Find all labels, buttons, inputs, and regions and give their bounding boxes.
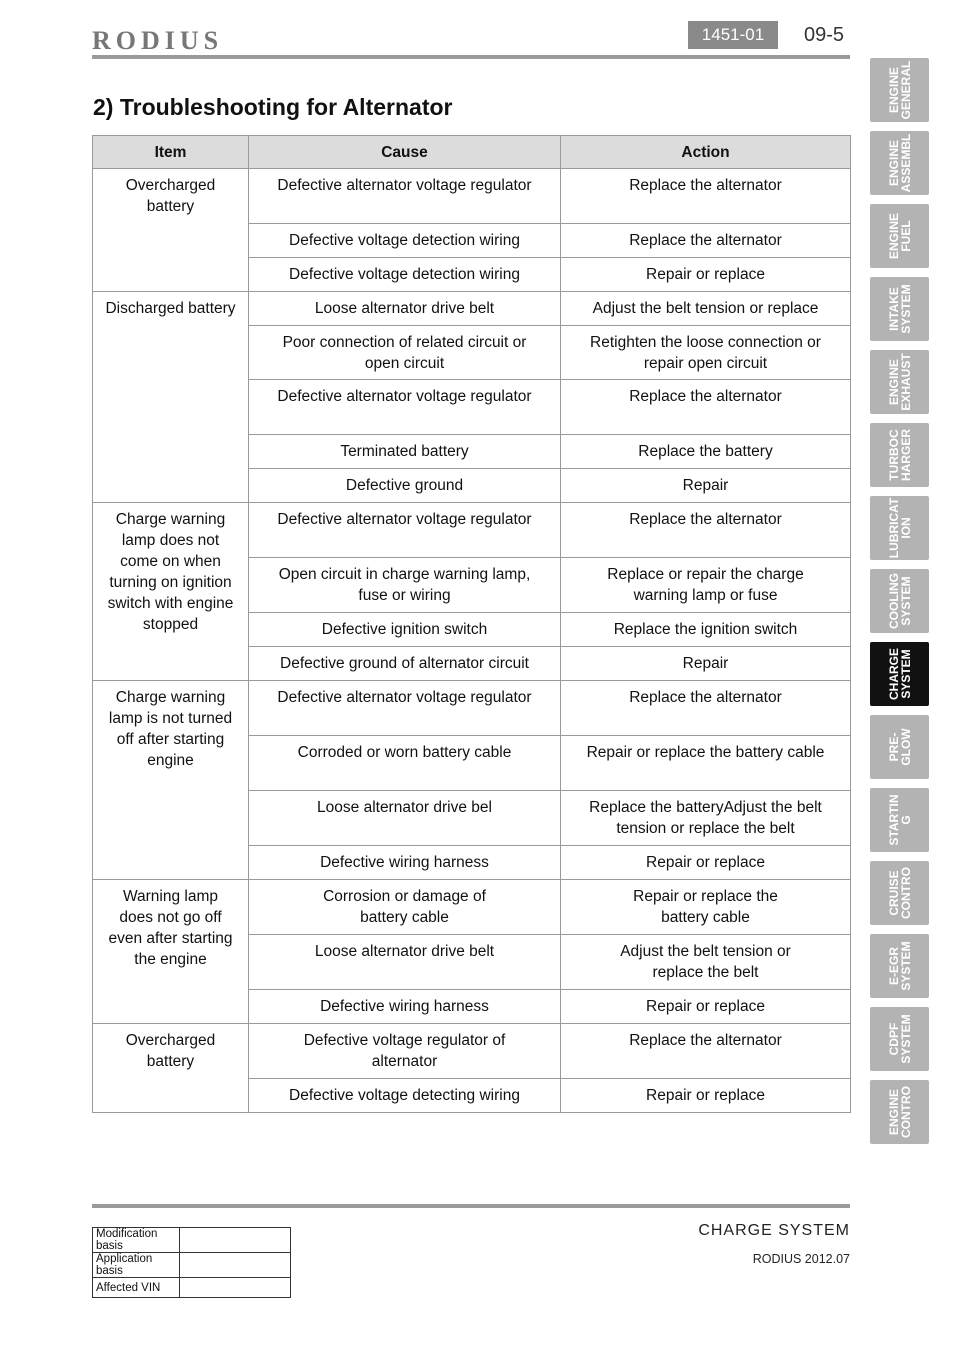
action-cell: Replace the alternator — [561, 681, 851, 736]
action-cell: Adjust the belt tension or replace — [561, 292, 851, 326]
cause-cell: Defective ground of alternator circuit — [249, 647, 561, 681]
page-title: 2) Troubleshooting for Alternator — [93, 94, 453, 120]
table-row — [93, 681, 851, 736]
cause-cell: Defective wiring harness — [249, 846, 561, 880]
cause-cell: Defective voltage detection wiring — [249, 224, 561, 258]
mod-label: Application basis — [93, 1253, 180, 1278]
side-tab[interactable] — [870, 569, 929, 633]
side-tab[interactable] — [870, 715, 929, 779]
side-tab-label: TURBOC HARGER — [886, 428, 913, 482]
table-row — [93, 1024, 851, 1079]
cause-cell: Defective voltage detection wiring — [249, 258, 561, 292]
section-code: 1451-01 — [688, 21, 778, 49]
side-tab-label: ENGINE GENERAL — [886, 60, 913, 120]
cause-cell: Loose alternator drive belt — [249, 935, 561, 990]
mod-label: Affected VIN — [93, 1278, 180, 1298]
side-tab[interactable] — [870, 642, 929, 706]
action-cell: Repair or replace — [561, 258, 851, 292]
side-tab[interactable] — [870, 131, 929, 195]
cause-cell: Corroded or worn battery cable — [249, 736, 561, 791]
item-cell: Overcharged battery — [93, 1024, 249, 1113]
action-cell: Repair or replace — [561, 846, 851, 880]
action-cell: Replace the ignition switch — [561, 613, 851, 647]
header-divider — [92, 55, 850, 59]
page-number: 09-5 — [804, 24, 845, 46]
table-row — [93, 503, 851, 558]
action-cell: Replace the alternator — [561, 380, 851, 435]
document-date: RODIUS 2012.07 — [752, 1252, 850, 1266]
cause-cell: Terminated battery — [249, 435, 561, 469]
action-cell: Repair or replace — [561, 1079, 851, 1113]
mod-row — [93, 1253, 291, 1278]
mod-row — [93, 1228, 291, 1253]
troubleshooting-table — [92, 135, 851, 1113]
cause-cell: Poor connection of related circuit or open circuit — [249, 326, 561, 380]
cause-cell: Defective alternator voltage regulator — [249, 503, 561, 558]
item-cell: Discharged battery — [93, 292, 249, 503]
action-cell: Adjust the belt tension or replace the belt — [561, 935, 851, 990]
action-cell: Replace the battery — [561, 435, 851, 469]
action-cell: Retighten the loose connection or repair open circuit — [561, 326, 851, 380]
mod-row — [93, 1278, 291, 1298]
action-cell: Replace the alternator — [561, 224, 851, 258]
side-tab[interactable] — [870, 1007, 929, 1071]
system-name: CHARGE SYSTEM — [698, 1222, 850, 1239]
side-tab-strip — [870, 58, 930, 1153]
footer-divider — [92, 1204, 850, 1208]
action-cell: Replace or repair the charge warning lamp or fuse — [561, 558, 851, 613]
side-tab-label: CDPF SYSTEM — [886, 1014, 913, 1064]
action-cell: Replace the alternator — [561, 169, 851, 224]
side-tab[interactable] — [870, 861, 929, 925]
side-tab-label: STARTIN G — [886, 794, 913, 846]
mod-value — [180, 1253, 291, 1278]
action-cell: Replace the alternator — [561, 503, 851, 558]
side-tab[interactable] — [870, 788, 929, 852]
side-tab[interactable] — [870, 277, 929, 341]
cause-cell: Defective ignition switch — [249, 613, 561, 647]
item-cell: Charge warning lamp does not come on when turning on ignition switch with engine stopped — [93, 503, 249, 681]
side-tab-label: ENGINE ASSEMBL — [886, 133, 913, 193]
side-tab[interactable] — [870, 496, 929, 560]
table-row — [93, 169, 851, 224]
header-item: Item — [93, 136, 249, 169]
side-tab[interactable] — [870, 1080, 929, 1144]
side-tab-label: ENGINE CONTRO — [886, 1086, 913, 1138]
item-cell: Warning lamp does not go off even after starting the engine — [93, 880, 249, 1024]
cause-cell: Defective wiring harness — [249, 990, 561, 1024]
item-cell: Overcharged battery — [93, 169, 249, 292]
mod-label: Modification basis — [93, 1228, 180, 1253]
side-tab-label: ENGINE FUEL — [886, 212, 913, 260]
cause-cell: Defective voltage detecting wiring — [249, 1079, 561, 1113]
side-tab-label: INTAKE SYSTEM — [886, 284, 913, 334]
side-tab-label: CHARGE SYSTEM — [886, 647, 913, 701]
side-tab[interactable] — [870, 934, 929, 998]
cause-cell: Defective alternator voltage regulator — [249, 380, 561, 435]
modification-table — [92, 1227, 291, 1298]
cause-cell: Loose alternator drive belt — [249, 292, 561, 326]
side-tab-label: E-EGR SYSTEM — [886, 941, 913, 991]
action-cell: Replace the batteryAdjust the belt tension or replace the belt — [561, 791, 851, 846]
side-tab-label: PRE- GLOW — [886, 728, 913, 766]
mod-value — [180, 1278, 291, 1298]
action-cell: Repair or replace — [561, 990, 851, 1024]
rodius-logo: RODIUS — [92, 26, 224, 55]
side-tab[interactable] — [870, 204, 929, 268]
side-tab[interactable] — [870, 423, 929, 487]
mod-value — [180, 1228, 291, 1253]
cause-cell: Defective ground — [249, 469, 561, 503]
side-tab-label: COOLING SYSTEM — [886, 573, 913, 629]
action-cell: Repair — [561, 647, 851, 681]
item-cell: Charge warning lamp is not turned off after starting engine — [93, 681, 249, 880]
action-cell: Repair or replace the battery cable — [561, 736, 851, 791]
action-cell: Replace the alternator — [561, 1024, 851, 1079]
cause-cell: Open circuit in charge warning lamp, fuse or wiring — [249, 558, 561, 613]
cause-cell: Defective voltage regulator of alternator — [249, 1024, 561, 1079]
table-row — [93, 880, 851, 935]
cause-cell: Defective alternator voltage regulator — [249, 169, 561, 224]
side-tab[interactable] — [870, 58, 929, 122]
cause-cell: Loose alternator drive bel — [249, 791, 561, 846]
cause-cell: Defective alternator voltage regulator — [249, 681, 561, 736]
table-header-row — [93, 136, 851, 169]
table-row — [93, 292, 851, 326]
header-action: Action — [561, 136, 851, 169]
side-tab-label: ENGINE EXHAUST — [886, 353, 913, 411]
side-tab-label: CRUISE CONTRO — [886, 867, 913, 919]
action-cell: Repair or replace the battery cable — [561, 880, 851, 935]
cause-cell: Corrosion or damage of battery cable — [249, 880, 561, 935]
side-tab-label: LUBRICAT ION — [886, 497, 913, 559]
header-cause: Cause — [249, 136, 561, 169]
table-body — [93, 169, 851, 1113]
side-tab[interactable] — [870, 350, 929, 414]
action-cell: Repair — [561, 469, 851, 503]
